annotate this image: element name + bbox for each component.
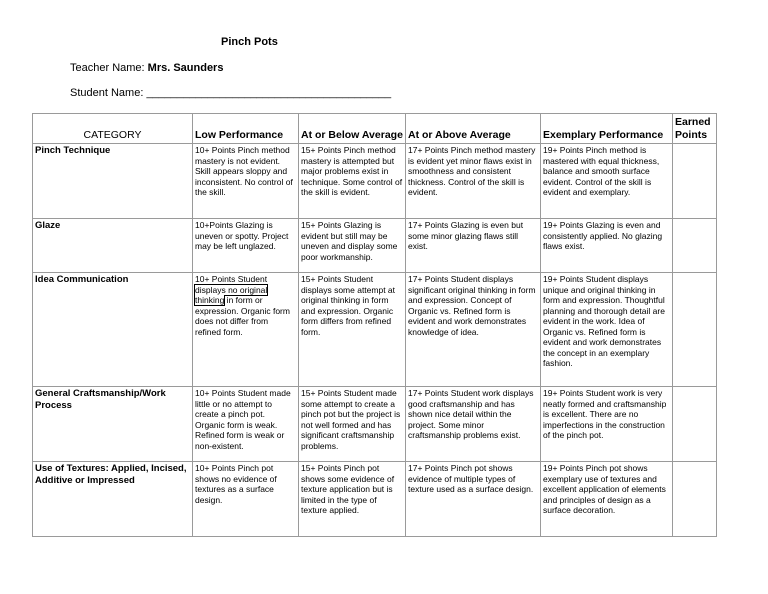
exemplary-cell: 19+ Points Student work is very neatly formed and craftsmanship is excellent. There are no imperfections in the construction of the pinch pot.	[541, 387, 673, 462]
below-average-cell: 15+ Points Pinch pot shows some evidence of texture application but is limited in the type of texture applied.	[299, 462, 406, 537]
above-average-cell: 17+ Points Pinch method mastery is evident yet minor flaws exist in smoothness and consistent thickness. Control of the skill is evident.	[406, 144, 541, 219]
exemplary-cell: 19+ Points Pinch pot shows exemplary use of textures and excellent application of elements and principles of design as a surface decoration.	[541, 462, 673, 537]
header-earned-points: Earned Points	[673, 114, 717, 144]
table-header-row	[33, 114, 717, 144]
teacher-label: Teacher Name:	[70, 62, 145, 74]
header-at-or-above-average: At or Above Average	[406, 114, 541, 144]
category-cell: General Craftsmanship/Work Process	[33, 387, 193, 462]
low-performance-cell	[193, 273, 299, 387]
header-at-or-below-average: At or Below Average	[299, 114, 406, 144]
student-name-line	[70, 87, 391, 99]
student-label: Student Name:	[70, 87, 144, 99]
above-average-cell: 17+ Points Glazing is even but some minor glazing flaws still exist.	[406, 219, 541, 273]
low-performance-cell: 10+ Points Pinch method mastery is not evident. Skill appears sloppy and inconsistent. No control of the skill.	[193, 144, 299, 219]
category-cell: Idea Communication	[33, 273, 193, 387]
table-row	[33, 462, 717, 537]
document-title: Pinch Pots	[221, 36, 278, 48]
earned-points-cell[interactable]	[673, 462, 717, 537]
exemplary-cell: 19+ Points Student displays unique and original thinking in form and expression. Thoughtful planning and thorough detail are evident in the work. Idea of Organic vs. Refined form is evident and work demonstrates the concept in an exemplary fashion.	[541, 273, 673, 387]
rubric-table	[32, 113, 717, 537]
table-row	[33, 144, 717, 219]
category-cell: Glaze	[33, 219, 193, 273]
exemplary-cell: 19+ Points Glazing is even and consistently applied. No glazing flaws exist.	[541, 219, 673, 273]
above-average-cell: 17+ Points Student displays significant original thinking in form and expression. Concept of Organic vs. Refined form is evident and work demonstrates knowledge of idea.	[406, 273, 541, 387]
category-cell: Pinch Technique	[33, 144, 193, 219]
exemplary-cell: 19+ Points Pinch method is mastered with equal thickness, balance and smooth surface evident. Control of the skill is evident and exemplary.	[541, 144, 673, 219]
low-text-end: in form or expression. Organic form does not differ from refined form.	[195, 295, 290, 337]
teacher-name: Mrs. Saunders	[147, 62, 224, 74]
header-category: CATEGORY	[33, 114, 193, 144]
above-average-cell: 17+ Points Student work displays good craftsmanship and has shown nice detail within the project. Some minor craftsmanship problems exist.	[406, 387, 541, 462]
earned-points-cell[interactable]	[673, 219, 717, 273]
low-performance-cell: 10+ Points Pinch pot shows no evidence of textures as a surface design.	[193, 462, 299, 537]
teacher-name-line	[70, 62, 223, 74]
header-low-performance: Low Performance	[193, 114, 299, 144]
student-name-blank: ________________________________________	[146, 87, 392, 99]
earned-points-cell[interactable]	[673, 387, 717, 462]
table-row	[33, 219, 717, 273]
below-average-cell: 15+ Points Student made some attempt to create a pinch pot but the project is not well formed and has significant craftsmanship problems.	[299, 387, 406, 462]
table-row	[33, 273, 717, 387]
low-performance-cell: 10+ Points Student made little or no attempt to create a pinch pot. Organic form is weak. Refined form is weak or non-existent.	[193, 387, 299, 462]
low-performance-cell: 10+Points Glazing is uneven or spotty. Project may be left unglazed.	[193, 219, 299, 273]
above-average-cell: 17+ Points Pinch pot shows evidence of multiple types of texture used as a surface design.	[406, 462, 541, 537]
header-exemplary-performance: Exemplary Performance	[541, 114, 673, 144]
table-row	[33, 387, 717, 462]
category-cell: Use of Textures: Applied, Incised, Additive or Impressed	[33, 462, 193, 537]
earned-points-cell[interactable]	[673, 273, 717, 387]
below-average-cell: 15+ Points Student displays some attempt at original thinking in form and expression. Organic form differs from refined form.	[299, 273, 406, 387]
earned-points-cell[interactable]	[673, 144, 717, 219]
below-average-cell: 15+ Points Glazing is evident but still may be uneven and display some poor workmanship.	[299, 219, 406, 273]
low-text-start: 10+ Points Student	[195, 274, 268, 284]
boxed-text: displays no original thinking	[195, 284, 268, 305]
below-average-cell: 15+ Points Pinch method mastery is attempted but major problems exist in technique. Some control of the skill is evident.	[299, 144, 406, 219]
